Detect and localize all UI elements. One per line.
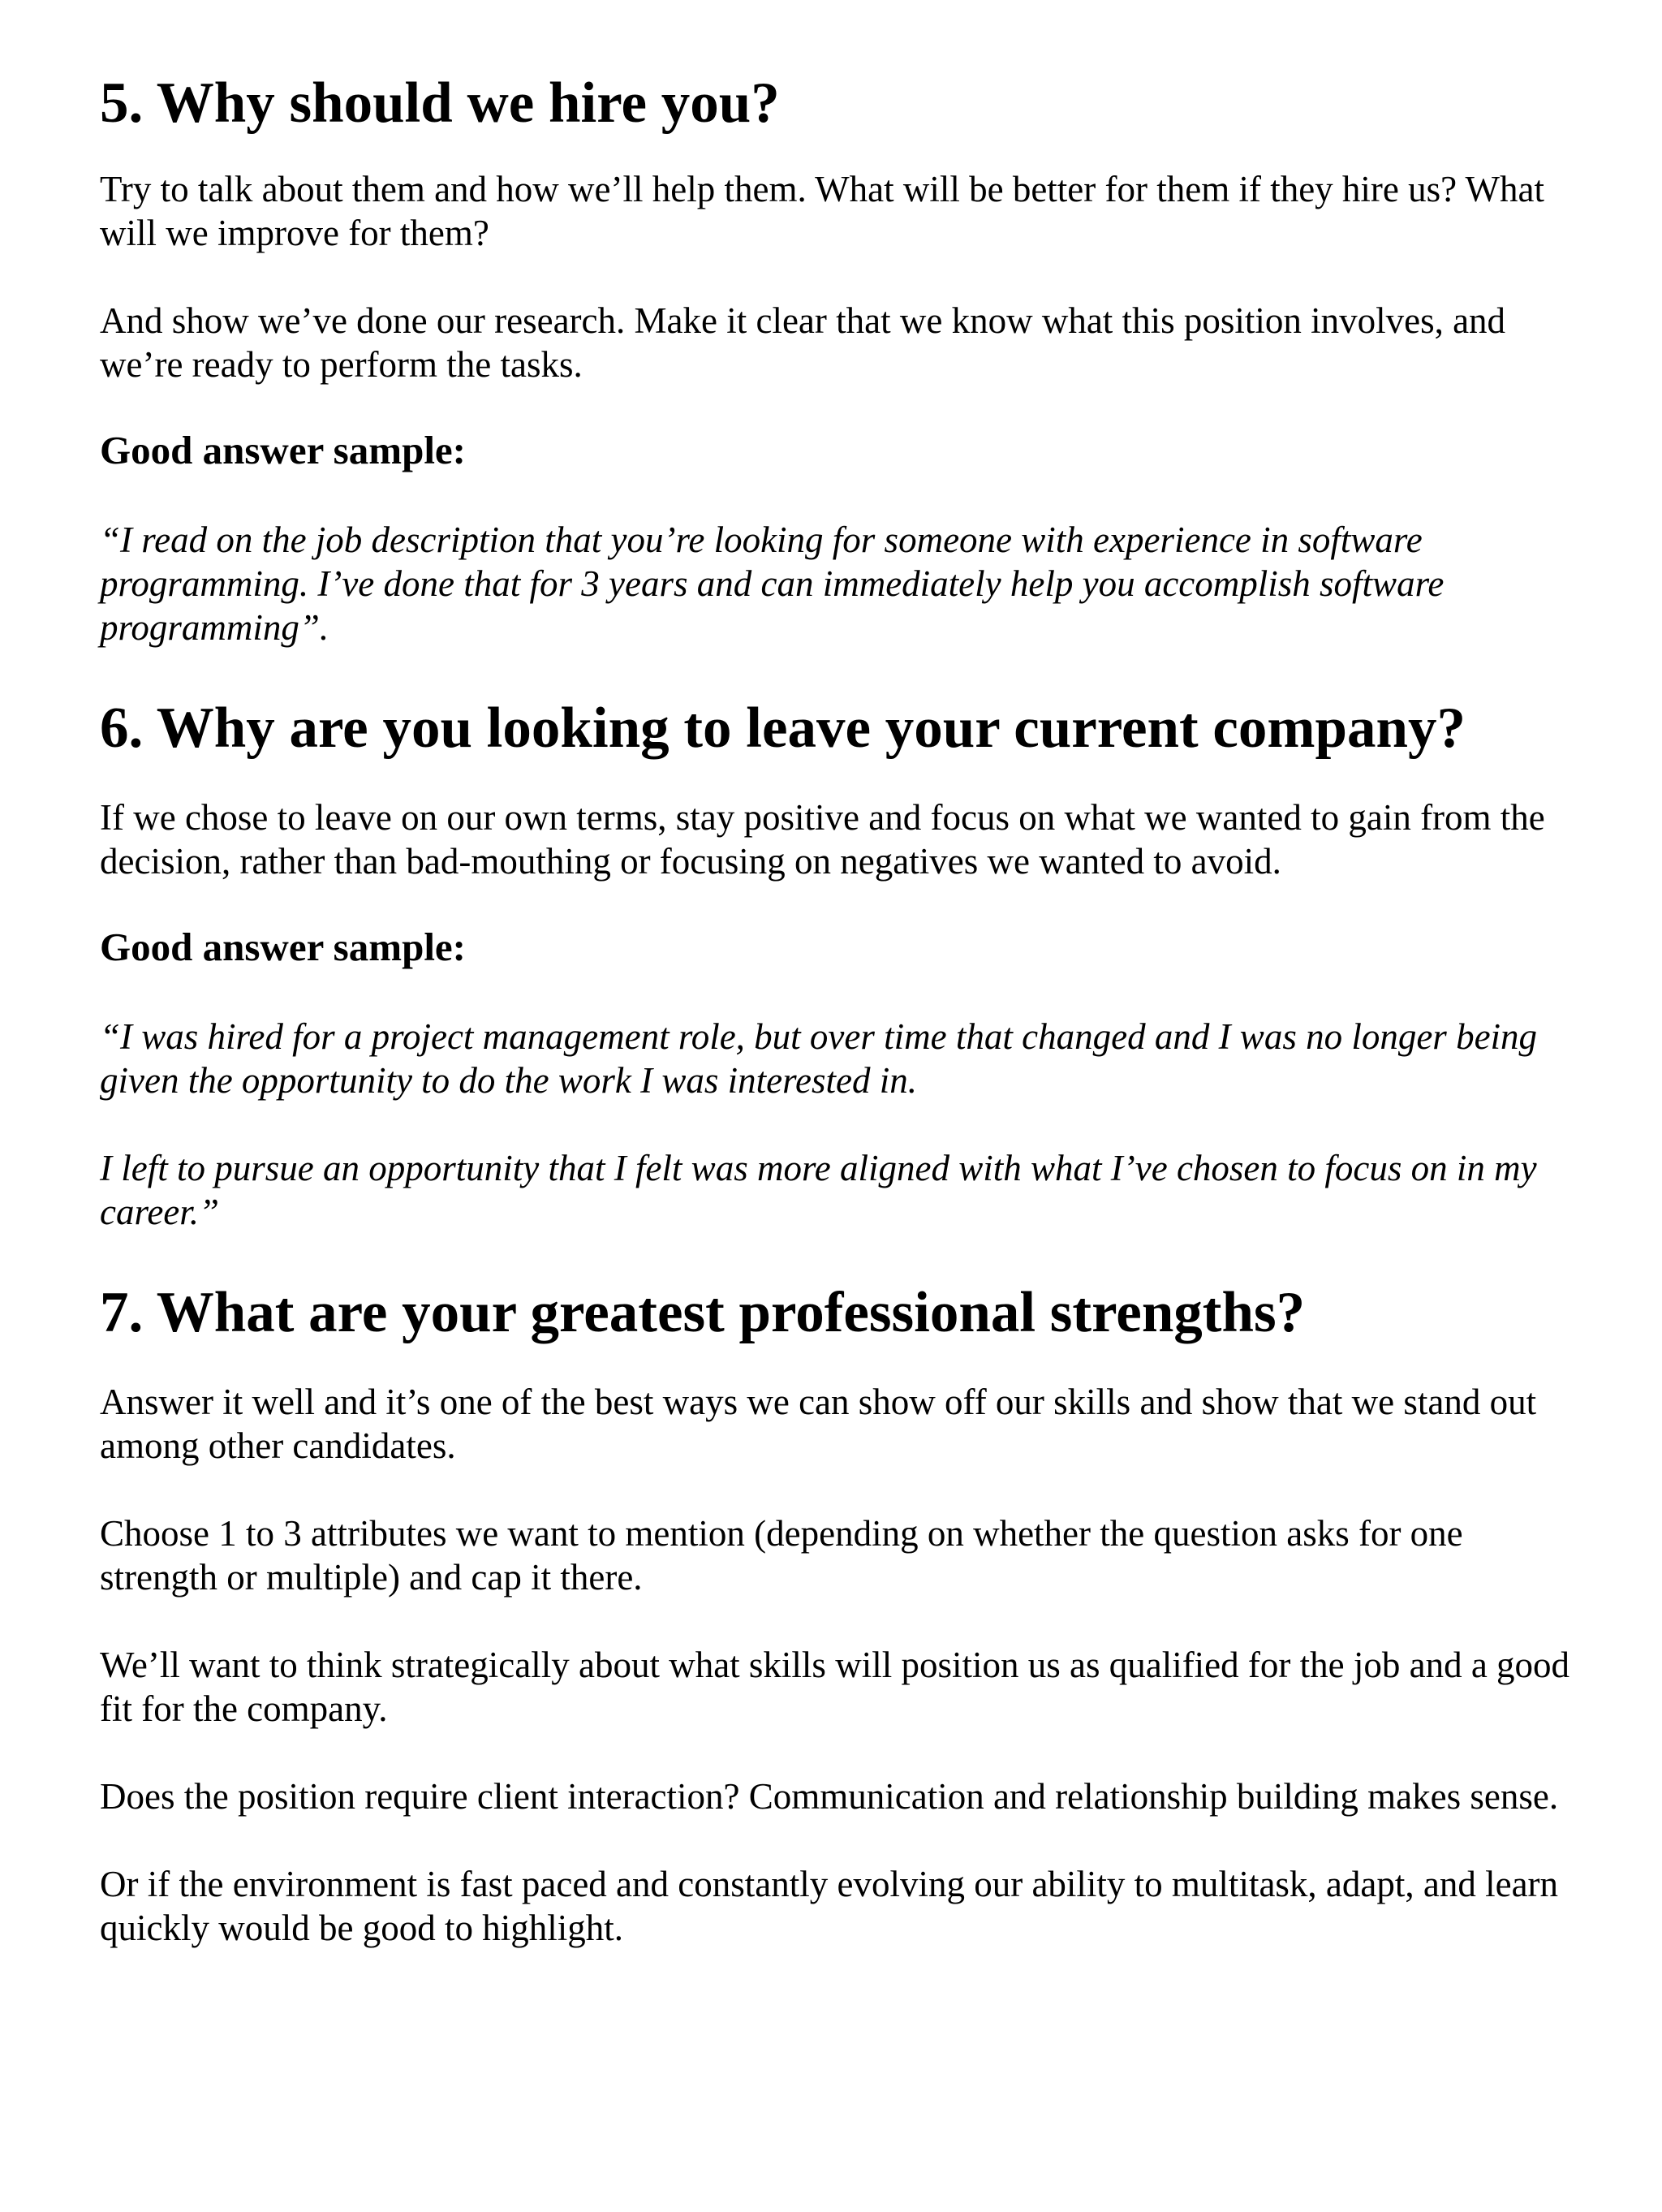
section-heading: 7. What are your greatest professional strengths? (100, 1280, 1306, 1344)
document-page (100, 71, 1585, 1950)
section-heading: 6. Why are you looking to leave your current company? (100, 696, 1466, 760)
body-paragraph: We’ll want to think strategically about what skills will position us as qualified for the job and a good fit for the company. (100, 1645, 1570, 1730)
body-paragraph: Answer it well and it’s one of the best ways we can show off our skills and show that we stand out among other candidates. (100, 1382, 1537, 1467)
body-paragraph: Try to talk about them and how we’ll help them. What will be better for them if they hire us? What will we improve for them? (100, 169, 1545, 254)
body-paragraph: Does the position require client interaction? Communication and relationship building makes sense. (100, 1776, 1559, 1817)
section-why-hire (100, 71, 1585, 649)
sample-quote: “I was hired for a project management role, but over time that changed and I was no longer being given the opportunity to do the work I was interested in. (100, 1015, 1538, 1101)
sample-heading: Good answer sample: (100, 925, 467, 970)
section-why-leave (100, 696, 1585, 1234)
body-paragraph: Or if the environment is fast paced and constantly evolving our ability to multitask, adapt, and learn quickly would be good to highlight. (100, 1864, 1559, 1949)
sample-quote: “I read on the job description that you’re looking for someone with experience in software programming. I’ve done that for 3 years and can immediately help you accomplish software programming”. (100, 519, 1445, 648)
body-paragraph: If we chose to leave on our own terms, stay positive and focus on what we wanted to gain from the decision, rather than bad-mouthing or focusing on negatives we wanted to avoid. (100, 797, 1545, 882)
sample-heading: Good answer sample: (100, 428, 467, 473)
body-paragraph: And show we’ve done our research. Make it clear that we know what this position involves, and we’re ready to perform the tasks. (100, 300, 1506, 386)
sample-quote: I left to pursue an opportunity that I felt was more aligned with what I’ve chosen to focus on in my career.” (100, 1147, 1537, 1232)
body-paragraph: Choose 1 to 3 attributes we want to mention (depending on whether the question asks for one strength or multiple) and cap it there. (100, 1513, 1463, 1598)
section-strengths (100, 1281, 1585, 1950)
section-heading: 5. Why should we hire you? (100, 71, 780, 135)
